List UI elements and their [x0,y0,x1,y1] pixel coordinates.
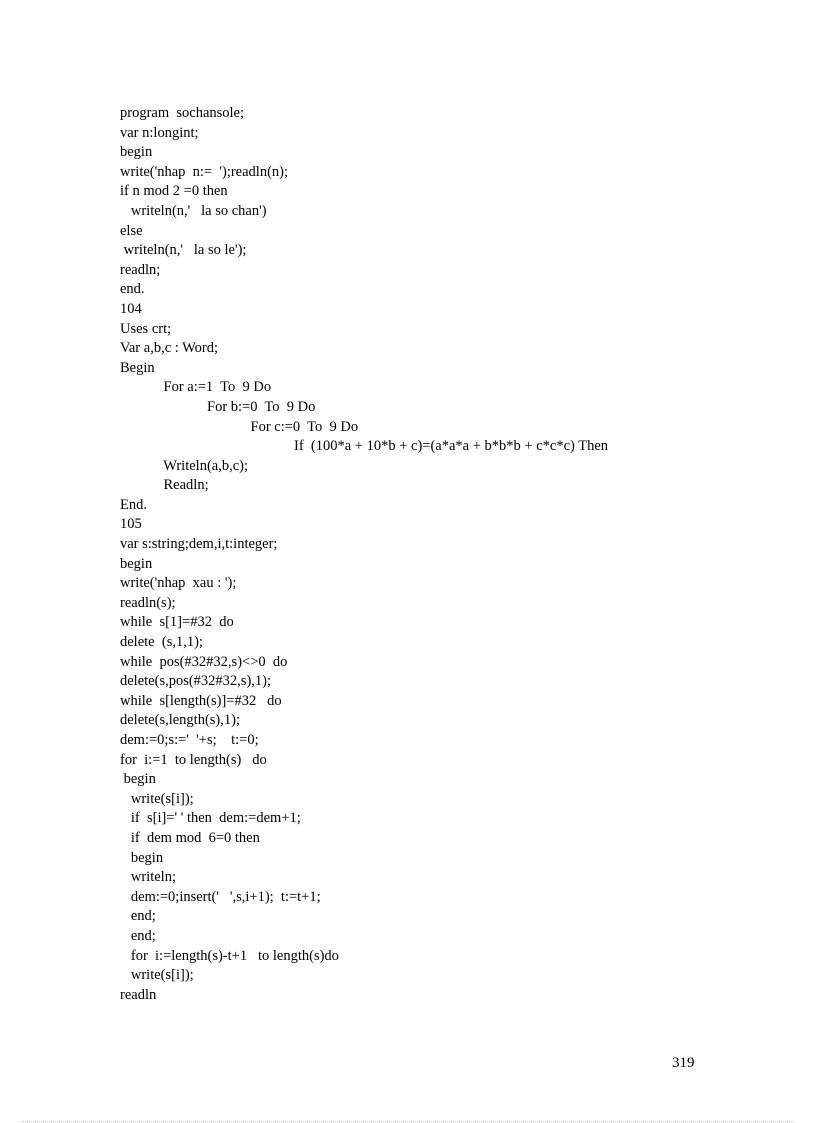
code-line: delete(s,pos(#32#32,s),1); [120,673,272,690]
code-line: Begin [120,359,155,376]
code-line: 104 [120,300,142,317]
code-line: var n:longint; [120,124,199,141]
code-line: dem:=0;s:=' '+s; t:=0; [120,732,259,748]
code-line: Readln; [120,477,209,494]
code-line: begin [120,771,156,788]
code-line: 105 [120,516,142,533]
code-line: readln; [120,261,161,278]
code-line: readln [120,986,157,1003]
code-line: delete(s,length(s),1); [120,712,240,729]
code-line: delete (s,1,1); [120,634,203,651]
code-line: dem:=0;insert(' ',s,i+1); t:=t+1; [120,888,321,905]
code-listing [120,104,760,1005]
code-line: For c:=0 To 9 Do [120,418,359,435]
code-line: If (100*a + 10*b + c)=(a*a*a + b*b*b + c*c*c) Then [120,438,609,455]
code-line: for i:=1 to length(s) do [120,751,267,768]
code-line: write('nhap n:= ');readln(n); [120,163,289,180]
code-line: while pos(#32#32,s)<>0 do [120,653,288,670]
code-line: if dem mod 6=0 then [120,829,260,846]
code-line: while s[length(s)]=#32 do [120,692,282,709]
code-line: var s:string;dem,i,t:integer; [120,536,278,553]
code-line: begin [120,849,164,866]
code-line: writeln; [120,869,176,886]
code-line: writeln(n,' la so chan') [120,202,267,219]
code-line: program sochansole; [120,105,245,121]
code-line: for i:=length(s)-t+1 to length(s)do [120,947,339,964]
code-line: For b:=0 To 9 Do [120,398,316,415]
code-line: write(s[i]); [120,790,194,807]
code-line: end; [120,908,156,925]
code-line: writeln(n,' la so le'); [120,242,247,259]
code-line: Uses crt; [120,320,172,337]
code-line: readln(s); [120,594,176,611]
code-line: else [120,222,143,239]
code-line: Writeln(a,b,c); [120,457,249,474]
code-line: end. [120,281,145,298]
code-line: if s[i]=' ' then dem:=dem+1; [120,810,301,827]
code-line: Var a,b,c : Word; [120,340,219,357]
code-line: begin [120,144,153,161]
code-line: begin [120,555,153,572]
code-line: end; [120,927,156,944]
code-line: write(s[i]); [120,967,194,984]
page-bottom-divider [22,1121,794,1122]
code-line: while s[1]=#32 do [120,614,234,631]
code-line: if n mod 2 =0 then [120,183,228,200]
page-number: 319 [672,1055,695,1071]
code-line: write('nhap xau : '); [120,575,237,592]
code-line: End. [120,496,147,513]
code-line: For a:=1 To 9 Do [120,379,272,396]
